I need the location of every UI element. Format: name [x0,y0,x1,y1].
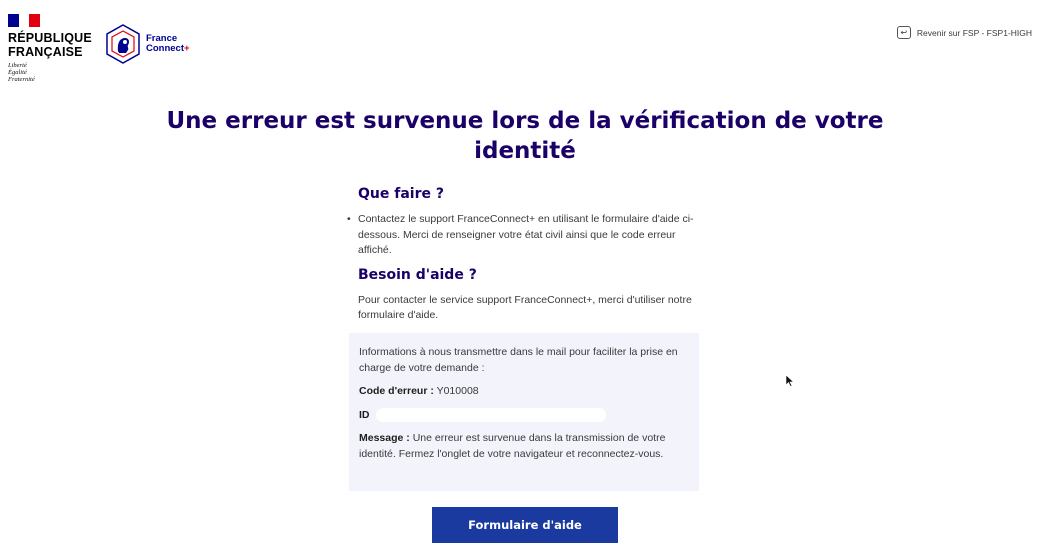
besoin-aide-text: Pour contacter le service support FranceConnect+, merci d'utiliser notre formulaire d'aide. [358,293,692,321]
error-code-label: Code d'erreur : [359,385,434,397]
republic-name-line1: RÉPUBLIQUE [8,31,92,45]
franceconnect-plus-logo [104,23,190,65]
main-content [358,184,698,324]
error-code-row [359,384,689,400]
motto-egalite: Égalité [8,69,27,76]
section-que-faire-heading: Que faire ? [358,186,444,202]
back-link-label: Revenir sur FSP - FSP1-HIGH [916,27,1032,38]
fc-logo-line1: France [146,33,178,44]
message-row [359,431,689,462]
republique-francaise-logo [8,14,92,83]
franceconnect-hexagon-icon [104,23,142,65]
franceconnect-wordmark [146,34,190,54]
back-to-fsp-link[interactable] [897,26,1032,39]
info-intro: Informations à nous transmettre dans le mail pour faciliter la prise en charge de votre demande : [359,346,678,374]
id-label: ID [359,408,370,421]
mouse-cursor-icon [786,375,794,387]
motto-liberte: Liberté [8,62,27,69]
republic-name-line2: FRANÇAISE [8,45,83,59]
redacted-id-value [376,408,606,422]
republic-name [8,31,92,59]
que-faire-list [358,212,698,259]
message-label: Message : [359,432,410,444]
french-flag-icon [8,14,40,27]
message-value: Une erreur est survenue dans la transmission de votre identité. Fermez l'onglet de votre navigateur et reconnectez-vous. [359,432,666,460]
error-code-value: Y010008 [436,385,479,397]
fc-logo-plus: + [184,43,190,54]
page-header [0,0,1042,90]
motto-fraternite: Fraternité [8,76,35,83]
republic-motto [8,62,92,83]
section-besoin-aide-heading: Besoin d'aide ? [358,266,477,283]
id-row [359,408,689,424]
page-title: Une erreur est survenue lors de la vérification de votre identité [166,108,884,164]
help-form-button[interactable]: Formulaire d'aide [432,507,618,543]
list-item: • Contactez le support FranceConnect+ en utilisant le formulaire d'aide ci-dessous. Merci de renseigner votre état civil ainsi que le code erreur affiché. [358,212,698,259]
return-arrow-icon: ↩ [897,26,911,39]
fc-logo-line2: Connect [146,43,184,54]
error-info-box [349,333,699,491]
